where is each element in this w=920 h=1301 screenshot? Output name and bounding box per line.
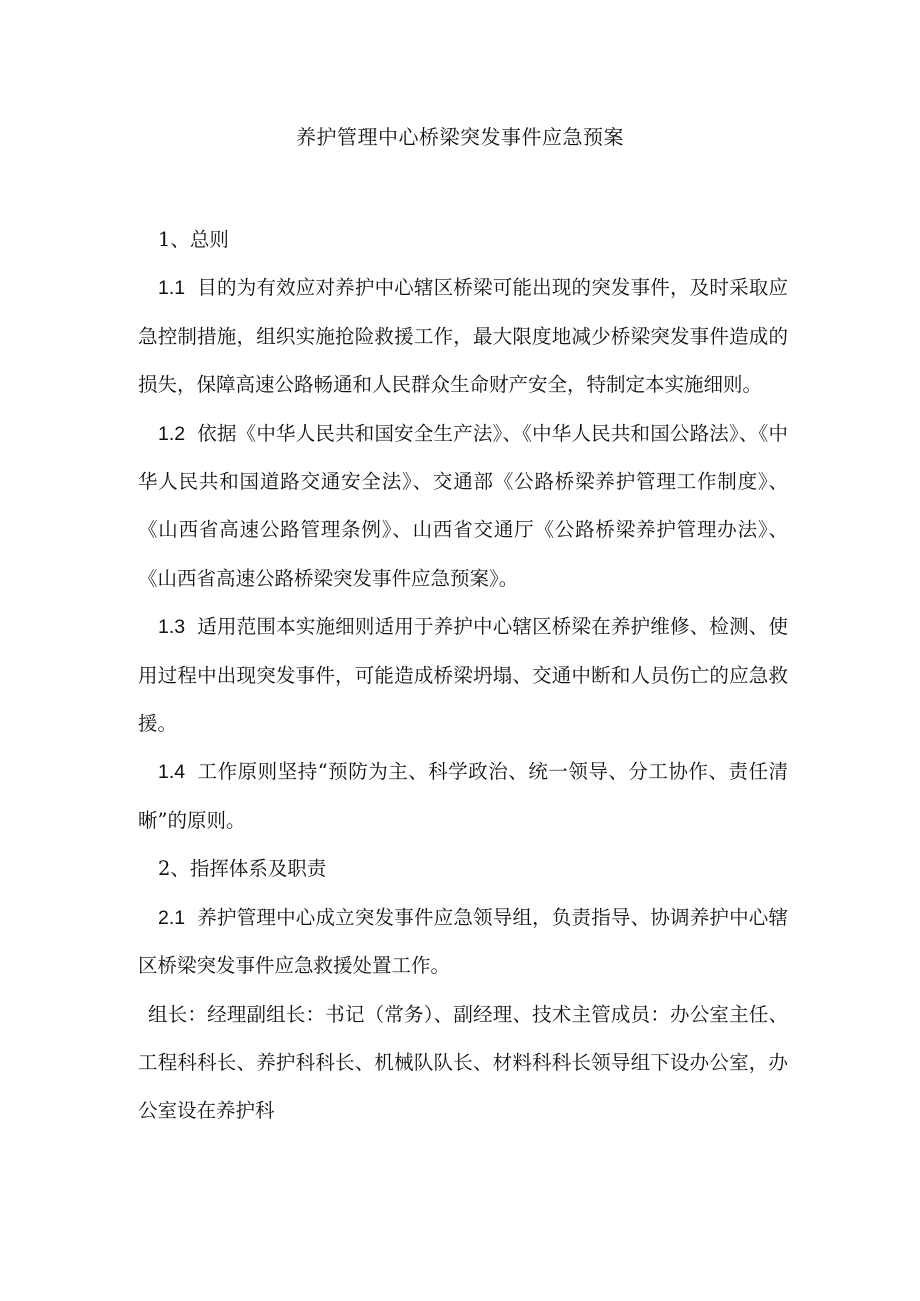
paragraph-2-1	[138, 894, 788, 991]
document-body	[138, 216, 788, 1136]
paragraph-1-2	[138, 410, 788, 604]
paragraph-text: 目的为有效应对养护中心辖区桥梁可能出现的突发事件，及时采取应急控制措施，组织实施抢险救援工作，最大限度地减少桥梁突发事件造成的损失，保障高速公路畅通和人民群众生命财产安全，特制定本实施细则。	[138, 276, 788, 397]
paragraph-text: 适用范围本实施细则适用于养护中心辖区桥梁在养护维修、检测、使用过程中出现突发事件，可能造成桥梁坍塌、交通中断和人员伤亡的应急救援。	[138, 615, 788, 736]
section-heading-command	[138, 845, 788, 893]
paragraph-number: 1.2	[158, 422, 186, 445]
paragraph-1-1	[138, 264, 788, 409]
paragraph-number: 2.1	[158, 906, 186, 929]
paragraph-number: 1.3	[158, 616, 186, 639]
paragraph-members	[138, 991, 788, 1136]
paragraph-number: 1.4	[158, 761, 186, 784]
section-heading-general	[138, 216, 788, 264]
paragraph-number: 1.1	[158, 277, 186, 300]
paragraph-1-3	[138, 603, 788, 748]
paragraph-text: 1、总则	[158, 228, 229, 251]
paragraph-text: 2、指挥体系及职责	[158, 857, 327, 881]
paragraph-text: 养护管理中心成立突发事件应急领导组，负责指导、协调养护中心辖区桥梁突发事件应急救援处置工作。	[138, 905, 788, 978]
paragraph-text: 工作原则坚持“预防为主、科学政治、统一领导、分工协作、责任清晰”的原则。	[138, 760, 788, 832]
paragraph-text: 组长：经理副组长：书记（常务）、副经理、技术主管成员：办公室主任、工程科科长、养护科科长、机械队队长、材料科科长领导组下设办公室，办公室设在养护科	[138, 1002, 788, 1123]
paragraph-text: 依据《中华人民共和国安全生产法》、《中华人民共和国公路法》、《中华人民共和国道路交通安全法》、交通部《公路桥梁养护管理工作制度》、《山西省高速公路管理条例》、山西省交通厅《公路桥梁养护管理办法》、《山西省高速公路桥梁突发事件应急预案》。	[138, 421, 788, 590]
paragraph-1-4	[138, 748, 788, 845]
document-title: 养护管理中心桥梁突发事件应急预案	[296, 125, 624, 149]
